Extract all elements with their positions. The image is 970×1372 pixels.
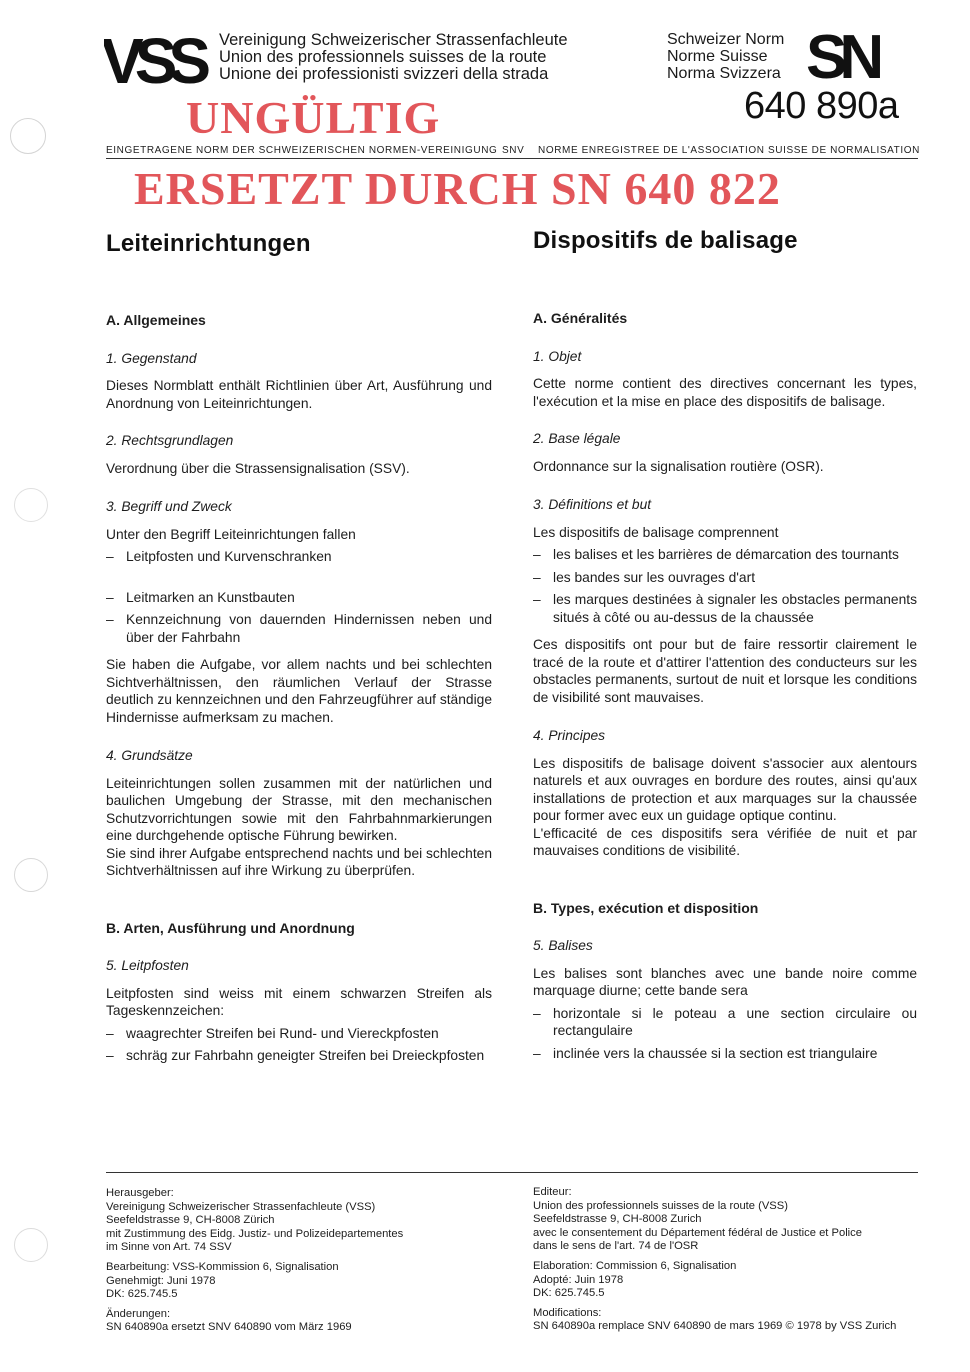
footer-processing: Elaboration: Commission 6, Signalisation xyxy=(533,1259,737,1272)
punch-hole-mark xyxy=(14,488,48,522)
list-item: – inclinée vers la chaussée si la section est triangulaire xyxy=(533,1045,917,1063)
section-1-title: 1. Gegenstand xyxy=(106,350,197,366)
footer-approval-note: avec le consentement du Département fédéral de Justice et Police xyxy=(533,1226,862,1239)
section-3-text: Sie haben die Aufgabe, vor allem nachts und bei schlechten Sichtverhältnissen, den räumlichen Verlauf der Strasse deutlich zu kennzeichnen und den Fahrzeugführer auf ständige Hindernisse aufmerksam zu machen. xyxy=(106,657,492,725)
footer-publisher-address: Seefeldstrasse 9, CH-8008 Zurich xyxy=(533,1213,702,1226)
section-5-title: 5. Balises xyxy=(533,938,593,953)
registered-note-de: EINGETRAGENE NORM DER SCHWEIZERISCHEN NORMEN-VEREINIGUNG xyxy=(106,145,498,156)
invalid-stamp: UNGÜLTIG xyxy=(186,92,441,143)
replaced-stamp: ERSETZT DURCH SN 640 822 xyxy=(134,163,781,214)
vss-logo-graphic xyxy=(104,30,214,88)
section-4-text-2: L'efficacité de ces dispositifs sera vérifiée de nuit et par mauvaises conditions de visibilité. xyxy=(533,825,917,858)
section-5-title: 5. Leitpfosten xyxy=(106,958,189,973)
title-de: Leiteinrichtungen xyxy=(106,230,311,257)
organization-name-fr: Union des professionnels suisses de la route xyxy=(219,48,547,66)
footer-legal-reference: im Sinne von Art. 74 SSV xyxy=(106,1241,232,1254)
section-3-list xyxy=(106,548,492,646)
section-2-text: Verordnung über die Strassensignalisation (SSV). xyxy=(106,460,410,476)
punch-hole-mark xyxy=(14,1228,48,1262)
section-3-title: 3. Définitions et but xyxy=(533,497,652,512)
section-b-heading: B. Types, exécution et disposition xyxy=(533,899,759,916)
footer-publisher-name: Vereinigung Schweizerischer Strassenfachleute (VSS) xyxy=(106,1200,376,1213)
punch-hole-mark xyxy=(14,858,48,892)
section-4-text-2: Sie sind ihrer Aufgabe entsprechend nachts und bei schlechten Sichtverhältnissen auf ihre Wirkung zu überprüfen. xyxy=(106,845,492,878)
footer-changes-label: Änderungen: xyxy=(106,1307,171,1320)
list-item: – les bandes sur les ouvrages d'art xyxy=(533,569,917,587)
footer-dk-code: DK: 625.745.5 xyxy=(533,1287,605,1300)
footer-changes-text: SN 640890a remplace SNV 640890 de mars 1969 © 1978 by VSS Zurich xyxy=(533,1320,897,1333)
footer-rule xyxy=(106,1172,918,1173)
footer-changes-label: Modifications: xyxy=(533,1306,602,1319)
registered-note-fr: NORME ENREGISTREE DE L'ASSOCIATION SUISSE DE NORMALISATION xyxy=(538,145,920,156)
section-3-text: Ces dispositifs ont pour but de faire ressortir clairement le tracé de la route et d'attirer l'attention des conducteurs sur les obstacles permanents, surtout de nuit et lorsque les conditions de visibilité sont mauvaises. xyxy=(533,637,917,705)
section-5-list xyxy=(533,1005,917,1063)
footer-approved-date: Genehmigt: Juni 1978 xyxy=(106,1274,216,1287)
section-a-heading: A. Allgemeines xyxy=(106,312,206,328)
footer-approved-date: Adopté: Juin 1978 xyxy=(533,1273,624,1286)
norm-label-de: Schweizer Norm xyxy=(667,31,785,48)
norm-labels xyxy=(667,31,784,82)
vss-logo xyxy=(104,30,214,88)
footer-de xyxy=(106,1187,496,1335)
sn-logo-graphic xyxy=(806,30,918,80)
list-item: – les balises et les barrières de démarcation des tournants xyxy=(533,546,917,564)
sn-logo xyxy=(806,30,918,80)
section-5-list xyxy=(106,1025,492,1065)
section-1-text: Dieses Normblatt enthält Richtlinien über Art, Ausführung und Anordnung von Leiteinrichtungen. xyxy=(106,378,492,411)
list-item: – schräg zur Fahrbahn geneigter Streifen bei Dreieckpfosten xyxy=(106,1047,492,1065)
footer-changes-text: SN 640890a ersetzt SNV 640890 vom März 1969 xyxy=(106,1321,352,1334)
section-1-title: 1. Objet xyxy=(533,348,582,364)
footer-approval-note: mit Zustimmung des Eidg. Justiz- und Polizeidepartementes xyxy=(106,1227,404,1240)
norm-label-fr: Norme Suisse xyxy=(667,48,768,65)
list-item: – Leitpfosten und Kurvenschranken xyxy=(106,548,492,566)
list-item: – les marques destinées à signaler les obstacles permanents situés à côté ou au-dessus de la chaussée xyxy=(533,591,917,626)
list-item: – Kennzeichnung von dauernden Hindernissen neben und über der Fahrbahn xyxy=(106,611,492,646)
section-4-text-1: Les dispositifs de balisage doivent s'associer aux alentours naturels et aux ouvrages en bordure des routes, ainsi qu'aux installations de protection et aux marquages sur la chaussée pour former avec eux un guidage optique continu. xyxy=(533,755,917,823)
norm-label-it: Norma Svizzera xyxy=(667,65,781,82)
section-1-text: Cette norme contient des directives concernant les types, l'exécution et la mise en place des dispositifs de balisage. xyxy=(533,376,917,409)
footer-dk-code: DK: 625.745.5 xyxy=(106,1288,178,1301)
registered-note-snv: SNV xyxy=(502,145,525,156)
section-2-text: Ordonnance sur la signalisation routière (OSR). xyxy=(533,458,824,474)
footer-publisher-label: Editeur: xyxy=(533,1186,572,1198)
sn-logo-text: SN xyxy=(806,30,877,80)
list-item: – horizontale si le poteau a une section circulaire ou rectangulaire xyxy=(533,1005,917,1040)
section-4-title: 4. Grundsätze xyxy=(106,748,193,763)
organization-name-it: Unione dei professionisti svizzeri della strada xyxy=(219,65,549,83)
column-fr xyxy=(533,310,917,1062)
title-fr: Dispositifs de balisage xyxy=(533,227,798,254)
footer-publisher-address: Seefeldstrasse 9, CH-8008 Zürich xyxy=(106,1214,275,1227)
section-3-intro: Les dispositifs de balisage comprennent xyxy=(533,524,779,540)
footer-publisher-label: Herausgeber: xyxy=(106,1187,174,1199)
organization-name-de: Vereinigung Schweizerischer Strassenfachleute xyxy=(219,31,568,49)
list-item: – Leitmarken an Kunstbauten xyxy=(106,589,492,607)
section-2-title: 2. Rechtsgrundlagen xyxy=(106,433,234,448)
organization-names xyxy=(219,32,568,83)
footer-legal-reference: dans le sens de l'art. 74 de l'OSR xyxy=(533,1240,699,1253)
section-5-intro: Les balises sont blanches avec une bande noire comme marquage diurne; cette bande sera xyxy=(533,965,917,998)
vss-logo-text: VSS xyxy=(104,30,203,88)
section-4-text-1: Leiteinrichtungen sollen zusammen mit der natürlichen und baulichen Umgebung der Strasse, mit den mechanischen Schutzvorrichtungen sowie mit den Fahrbahnmarkierungen eine durchgehende optische Führung bewirken. xyxy=(106,775,492,843)
punch-hole-mark xyxy=(10,118,46,154)
footer-fr xyxy=(533,1186,923,1334)
section-3-intro: Unter den Begriff Leiteinrichtungen fallen xyxy=(106,526,356,542)
section-3-list xyxy=(533,546,917,626)
section-b-heading: B. Arten, Ausführung und Anordnung xyxy=(106,919,355,936)
footer-publisher-name: Union des professionnels suisses de la route (VSS) xyxy=(533,1199,788,1212)
header-rule xyxy=(106,158,918,159)
section-3-title: 3. Begriff und Zweck xyxy=(106,499,232,514)
section-a-heading: A. Généralités xyxy=(533,310,628,326)
section-2-title: 2. Base légale xyxy=(533,431,621,446)
section-5-intro: Leitpfosten sind weiss mit einem schwarzen Streifen als Tageskennzeichen: xyxy=(106,985,492,1018)
norm-number: 640 890a xyxy=(744,85,899,127)
footer-processing: Bearbeitung: VSS-Kommission 6, Signalisation xyxy=(106,1260,339,1273)
column-de xyxy=(106,312,492,1065)
list-item: – waagrechter Streifen bei Rund- und Viereckpfosten xyxy=(106,1025,492,1043)
section-4-title: 4. Principes xyxy=(533,728,606,743)
